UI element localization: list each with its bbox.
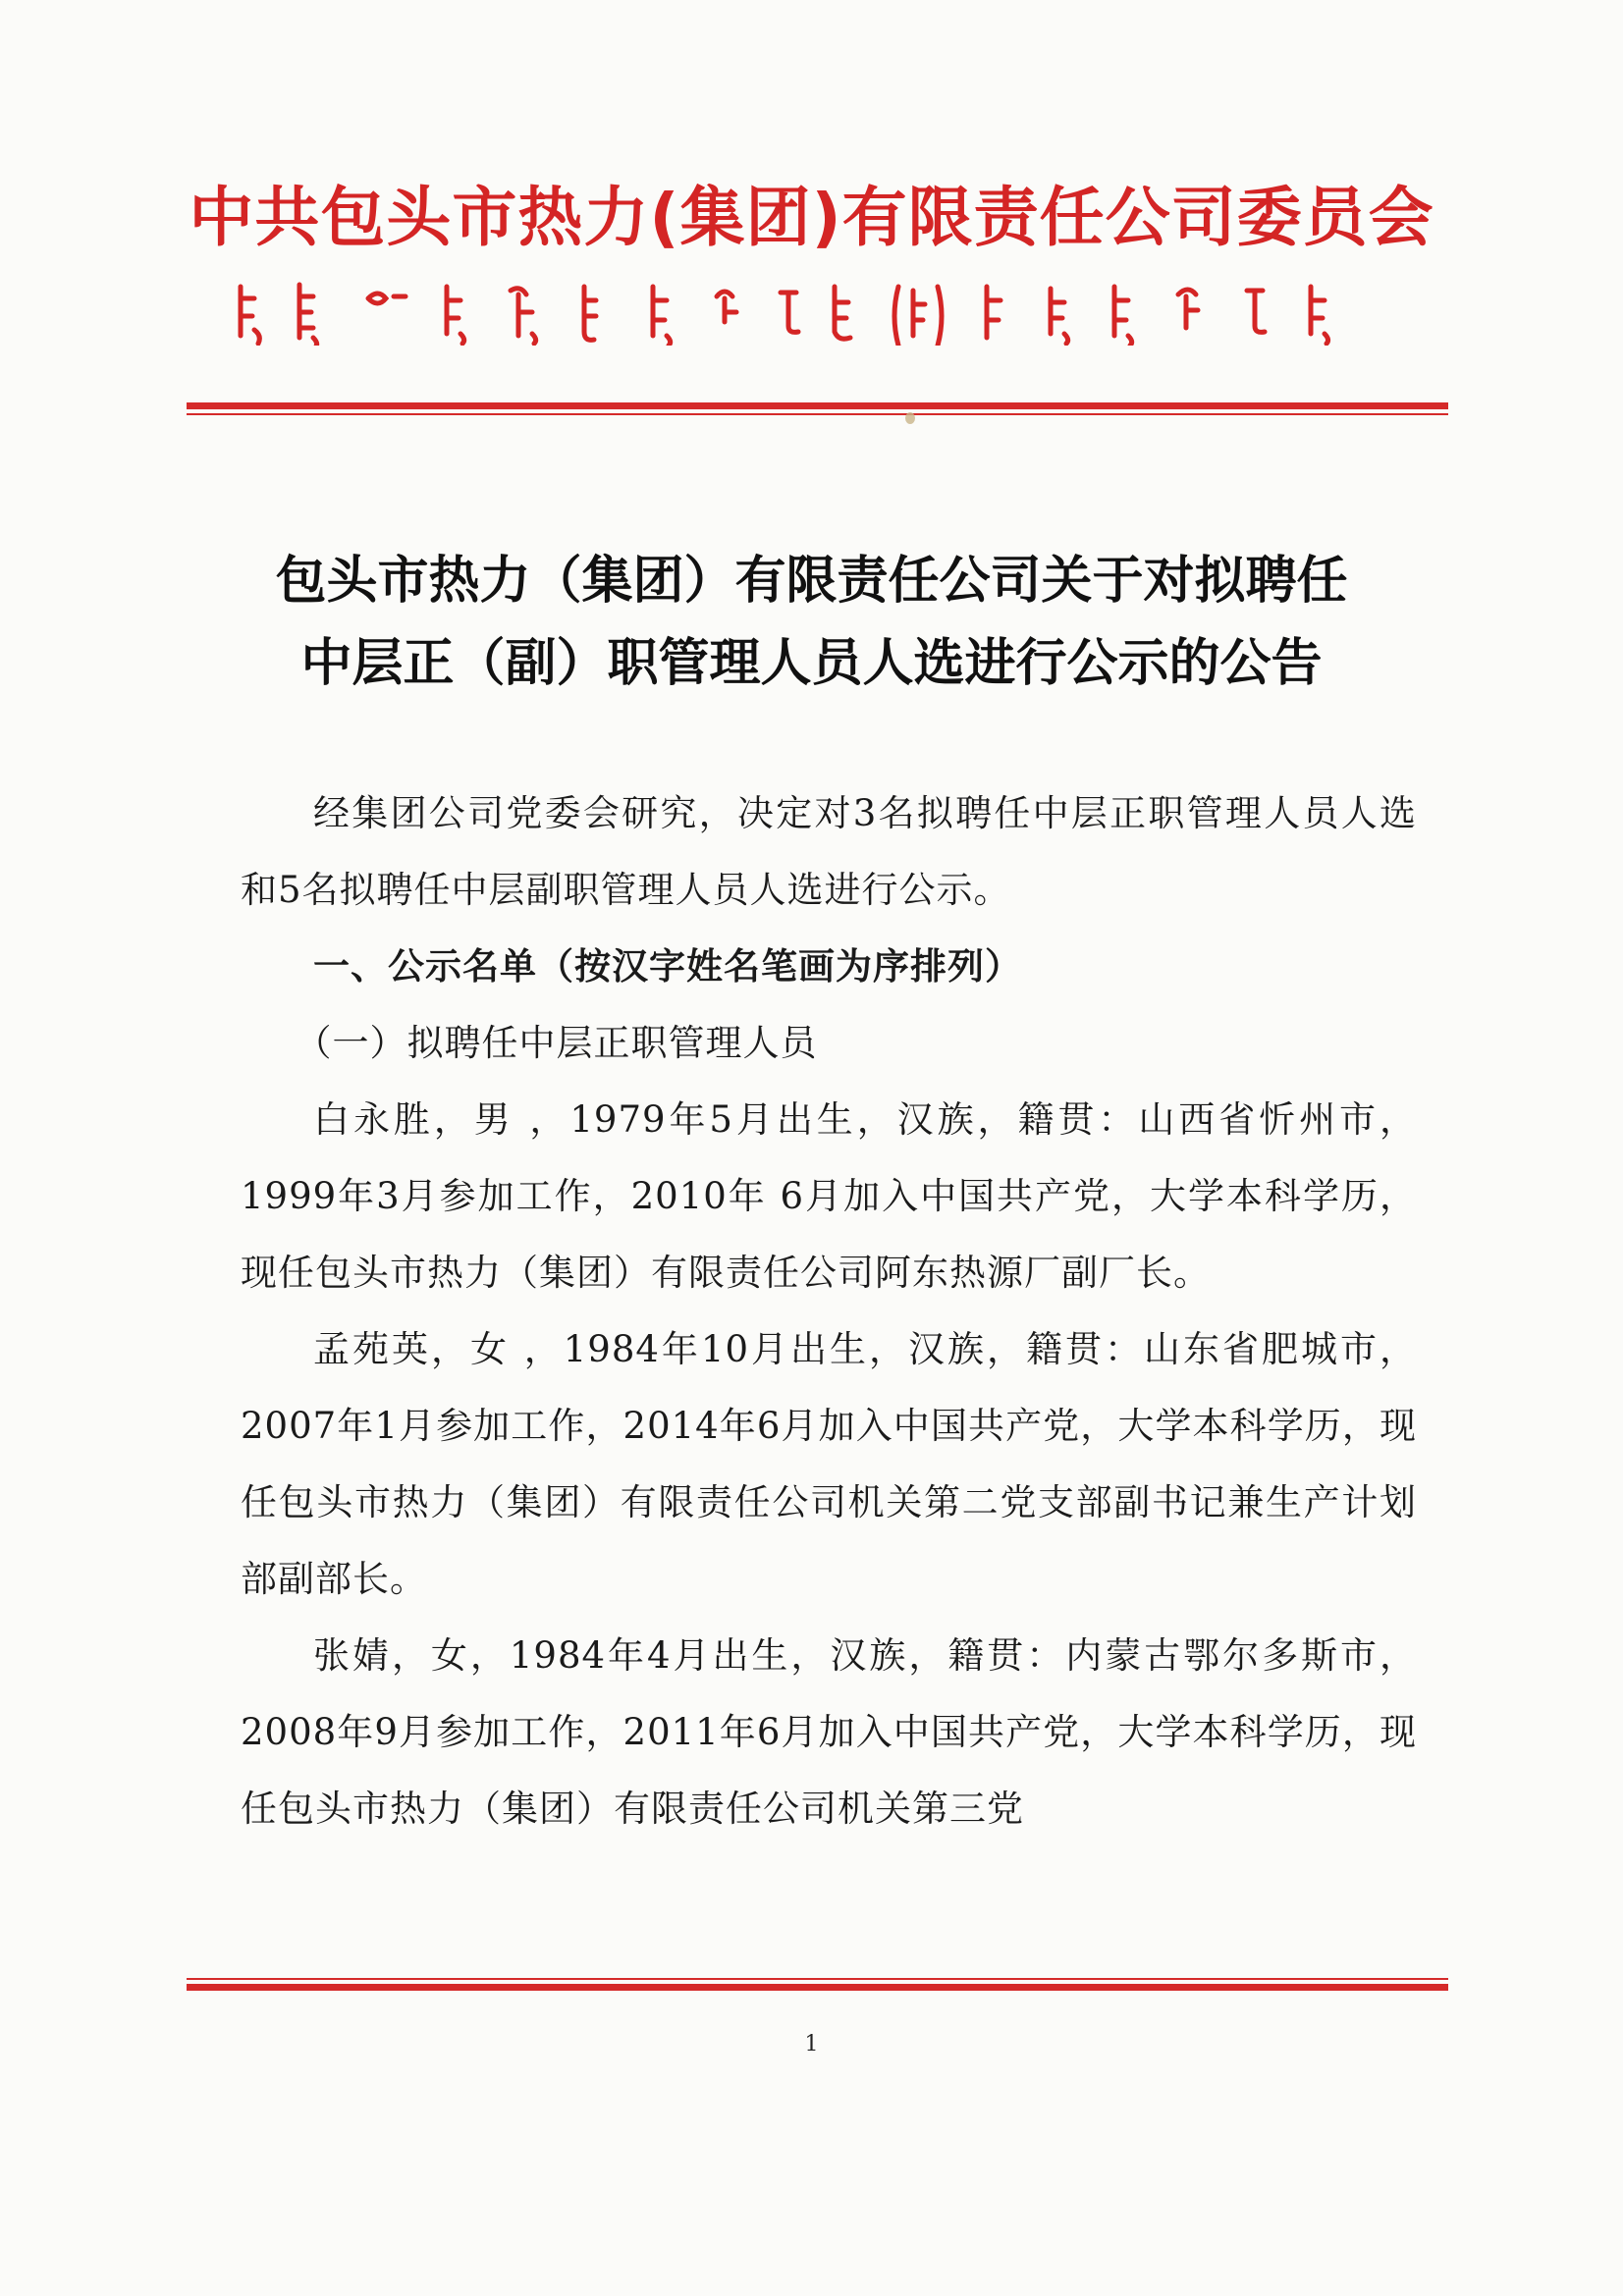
- paper-mark: [905, 412, 915, 424]
- candidate-paragraph: 白永胜，男 ，1979年5月出生，汉族，籍贯：山西省忻州市，1999年3月参加工作，2010年 6月加入中国共产党，大学本科学历，现任包头市热力（集团）有限责任公司阿东热源厂副厂长。: [241, 1098, 1417, 1294]
- footer-divider: [187, 1978, 1448, 1991]
- letterhead-title: 中共包头市热力(集团)有限责任公司委员会: [189, 180, 1434, 255]
- heading-line-1: 包头市热力（集团）有限责任公司关于对拟聘任: [275, 552, 1348, 611]
- heading-line-2: 中层正（副）职管理人员人选进行公示的公告: [300, 634, 1323, 693]
- document-heading: [0, 540, 1623, 705]
- mongolian-script-line: [221, 277, 1409, 346]
- section-heading: 一、公示名单（按汉字姓名笔画为序排列）: [313, 945, 1022, 988]
- intro-paragraph: 经集团公司党委会研究，决定对3名拟聘任中层正职管理人员人选和5名拟聘任中层副职管理人员人选进行公示。: [241, 792, 1417, 911]
- page-number: 1: [804, 2032, 819, 2056]
- candidate-paragraph: 孟苑英，女 ，1984年10月出生，汉族，籍贯：山东省肥城市，2007年1月参加工作，2014年6月加入中国共产党，大学本科学历，现任包头市热力（集团）有限责任公司机关第二党支部副书记兼生产计划部副部长。: [241, 1328, 1417, 1600]
- candidate-paragraph: 张婧，女，1984年4月出生，汉族，籍贯：内蒙古鄂尔多斯市，2008年9月参加工作，2011年6月加入中国共产党，大学本科学历，现任包头市热力（集团）有限责任公司机关第三党: [241, 1634, 1417, 1830]
- subsection-heading: （一）拟聘任中层正职管理人员: [295, 1022, 818, 1064]
- letterhead-divider: [187, 402, 1448, 415]
- document-body: [241, 775, 1417, 1847]
